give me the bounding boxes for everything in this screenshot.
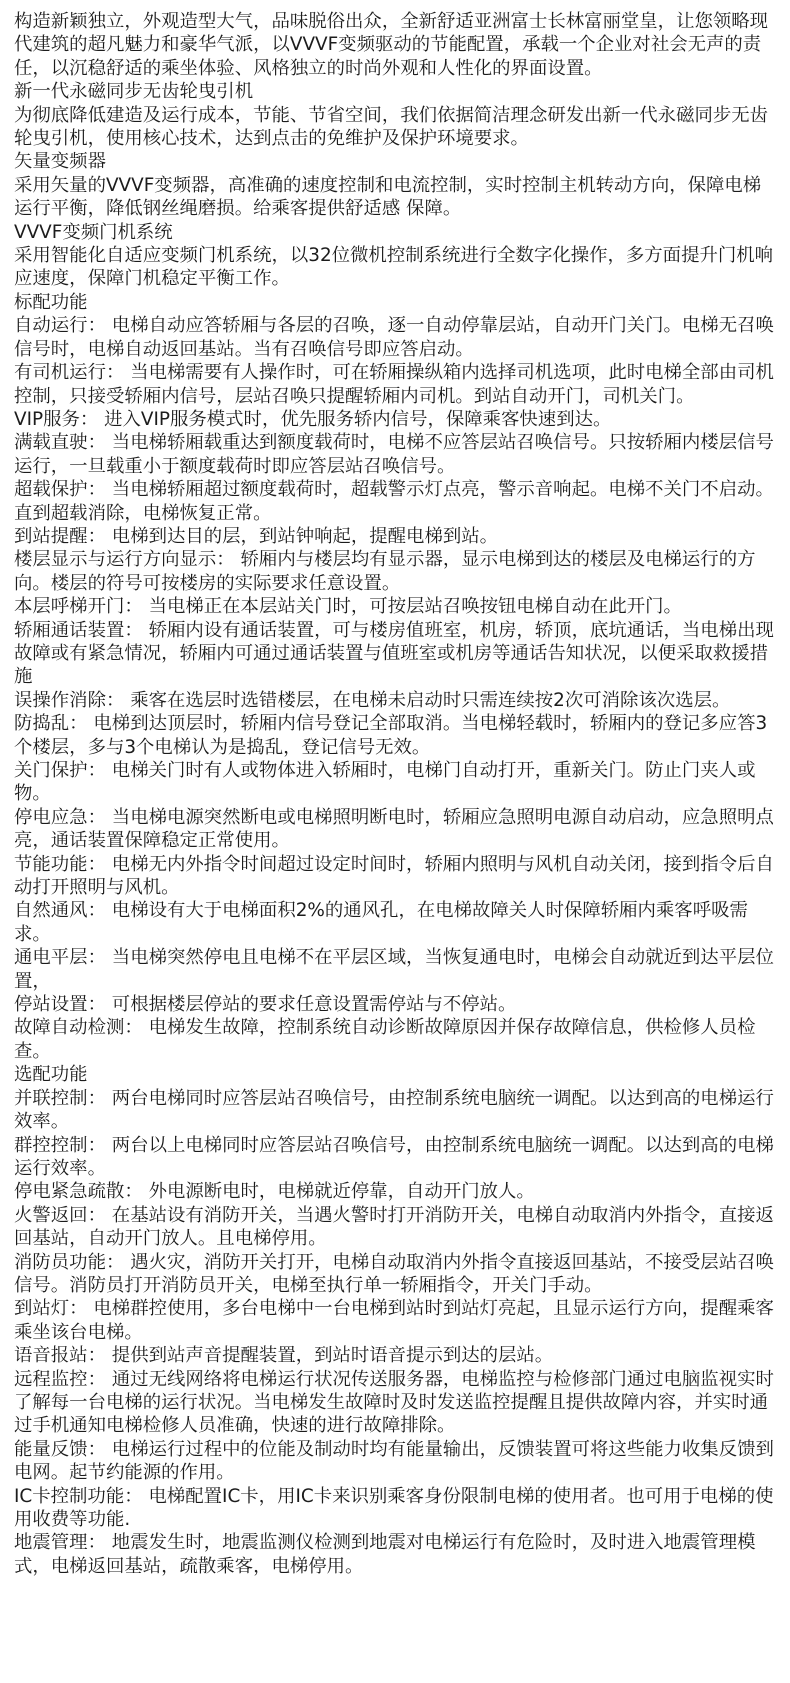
optional-feature-item: 停电紧急疏散： 外电源断电时，电梯就近停靠，自动开门放人。 <box>14 1181 535 1203</box>
standard-feature-item: 自动运行： 电梯自动应答轿厢与各层的召唤，逐一自动停靠层站，自动开门关门。电梯无召唤信号时，电梯自动返回基站。当有召唤信号即应答启动。 <box>14 315 774 360</box>
optional-feature-item: IC卡控制功能： 电梯配置IC卡，用IC卡来识别乘客身份限制电梯的使用者。也可用于电梯的使用收费等功能. <box>14 1485 774 1530</box>
optional-feature-item: 语音报站： 提供到站声音提醒装置，到站时语音提示到达的层站。 <box>14 1345 554 1367</box>
optional-feature-item: 群控控制： 两台以上电梯同时应答层站召唤信号，由控制系统电脑统一调配。以达到高的电梯运行效率。 <box>14 1134 774 1179</box>
optional-feature-item: 火警返回： 在基站设有消防开关，当遇火警时打开消防开关，电梯自动取消内外指令，直接返回基站，自动开门放人。且电梯停用。 <box>14 1204 774 1250</box>
standard-feature-item: 本层呼梯开门： 当电梯正在本层站关门时，可按层站召唤按钮电梯自动在此开门。 <box>14 596 682 618</box>
standard-feature-item: VIP服务： 进入VIP服务模式时，优先服务轿内信号，保障乘客快速到达。 <box>14 408 612 430</box>
optional-feature-item: 能量反馈： 电梯运行过程中的位能及制动时均有能量输出，反馈装置可将这些能力收集反馈到电网。起节约能源的作用。 <box>14 1438 774 1484</box>
section-heading-inverter: 矢量变频器 <box>14 151 106 173</box>
standard-feature-item: 停电应急： 当电梯电源突然断电或电梯照明断电时，轿厢应急照明电源自动启动，应急照明点亮，通话装置保障稳定正常使用。 <box>14 806 774 852</box>
standard-feature-item: 故障自动检测： 电梯发生故障，控制系统自动诊断故障原因并保存故障信息，供检修人员检查。 <box>14 1017 756 1062</box>
section-heading-optional-features: 选配功能 <box>14 1064 88 1086</box>
section-paragraph-door-system: 采用智能化自适应变频门机系统，以32位微机控制系统进行全数字化操作，多方面提升门机响应速度，保障门机稳定平衡工作。 <box>14 245 774 290</box>
optional-feature-item: 并联控制： 两台电梯同时应答层站召唤信号，由控制系统电脑统一调配。以达到高的电梯运行效率。 <box>14 1087 774 1133</box>
optional-feature-item: 远程监控： 通过无线网络将电梯运行状况传送服务器，电梯监控与检修部门通过电脑监视实时了解每一台电梯的运行状况。当电梯发生故障时及时发送监控提醒且提供故障内容，并实时通过手机通知电梯检修人员准确，快速的进行故障排除。 <box>14 1368 774 1437</box>
section-paragraph-inverter: 采用矢量的VVVF变频器，高准确的速度控制和电流控制，实时控制主机转动方向，保障电梯运行平衡，降低钢丝绳磨损。给乘客提供舒适感 保障。 <box>14 174 762 220</box>
standard-feature-item: 停站设置： 可根据楼层停站的要求任意设置需停站与不停站。 <box>14 994 517 1016</box>
standard-feature-item: 通电平层： 当电梯突然停电且电梯不在平层区域，当恢复通电时，电梯会自动就近到达平层位置， <box>14 947 774 992</box>
standard-feature-item: 到站提醒： 电梯到达目的层，到站钟响起，提醒电梯到站。 <box>14 525 499 547</box>
standard-feature-item: 节能功能： 电梯无内外指令时间超过设定时间时，轿厢内照明与风机自动关闭，接到指令后自动打开照明与风机。 <box>14 853 774 899</box>
standard-feature-item: 防捣乱： 电梯到达顶层时，轿厢内信号登记全部取消。当电梯轻载时，轿厢内的登记多应答3个楼层，多与3个电梯认为是捣乱，登记信号无效。 <box>14 713 768 758</box>
section-heading-motor: 新一代永磁同步无齿轮曳引机 <box>14 81 254 103</box>
standard-feature-item: 满载直驶： 当电梯轿厢载重达到额度载荷时，电梯不应答层站召唤信号。只按轿厢内楼层信号运行，一旦载重小于额度载荷时即应答层站召唤信号。 <box>14 432 774 477</box>
standard-feature-item: 有司机运行： 当电梯需要有人操作时，可在轿厢操纵箱内选择司机选项，此时电梯全部由司机控制，只接受轿厢内信号，层站召唤只提醒轿厢内司机。到站自动开门，司机关门。 <box>14 362 774 407</box>
standard-feature-item: 关门保护： 电梯关门时有人或物体进入轿厢时，电梯门自动打开，重新关门。防止门夹人或物。 <box>14 760 756 805</box>
standard-feature-item: 超载保护： 当电梯轿厢超过额度载荷时，超载警示灯点亮，警示音响起。电梯不关门不启动。直到超载消除，电梯恢复正常。 <box>14 479 774 524</box>
optional-feature-item: 地震管理： 地震发生时，地震监测仪检测到地震对电梯运行有危险时，及时进入地震管理模式，电梯返回基站，疏散乘客，电梯停用。 <box>14 1532 756 1577</box>
section-heading-door-system: VVVF变频门机系统 <box>14 221 173 243</box>
section-heading-standard-features: 标配功能 <box>14 291 88 313</box>
optional-feature-item: 消防员功能： 遇火灾，消防开关打开，电梯自动取消内外指令直接返回基站，不接受层站召唤信号。消防员打开消防员开关，电梯至执行单一轿厢指令，开关门手动。 <box>14 1251 774 1296</box>
intro-paragraph: 构造新颖独立，外观造型大气，品味脱俗出众，全新舒适亚洲富士长林富丽堂皇，让您领略现代建筑的超凡魅力和豪华气派，以VVVF变频驱动的节能配置，承载一个企业对社会无声的责任，以沉稳舒适的乘坐体验、风格独立的时尚外观和人性化的界面设置。 <box>14 11 769 79</box>
optional-feature-item: 到站灯： 电梯群控使用，多台电梯中一台电梯到站时到站灯亮起，且显示运行方向，提醒乘客乘坐该台电梯。 <box>14 1298 774 1343</box>
standard-feature-item: 楼层显示与运行方向显示： 轿厢内与楼层均有显示器，显示电梯到达的楼层及电梯运行的方向。楼层的符号可按楼房的实际要求任意设置。 <box>14 549 756 594</box>
standard-feature-item: 自然通风： 电梯设有大于电梯面积2%的通风孔，在电梯故障关人时保障轿厢内乘客呼吸需求。 <box>14 900 748 945</box>
standard-feature-item: 误操作消除： 乘客在选层时选错楼层，在电梯未启动时只需连续按2次可消除该次选层。 <box>14 689 731 711</box>
section-paragraph-motor: 为彻底降低建造及运行成本，节能、节省空间，我们依据简洁理念研发出新一代永磁同步无齿轮曳引机，使用核心技术，达到点击的免维护及保护环境要求。 <box>14 104 769 150</box>
standard-feature-item: 轿厢通话装置： 轿厢内设有通话装置，可与楼房值班室，机房，轿顶，底坑通话，当电梯出现故障或有紧急情况，轿厢内可通过通话装置与值班室或机房等通话告知状况，以便采取救援措施 <box>14 619 774 688</box>
